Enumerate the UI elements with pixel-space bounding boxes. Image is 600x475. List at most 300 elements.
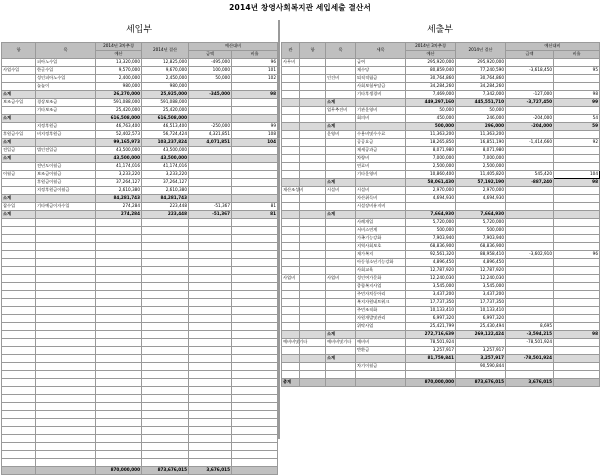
table-cell[interactable]: 수용비및수수료 [356, 131, 406, 139]
table-cell[interactable] [189, 187, 232, 195]
table-cell[interactable]: 전년도이월금 [36, 163, 96, 171]
table-cell[interactable] [36, 403, 96, 411]
table-cell[interactable] [96, 339, 142, 347]
table-cell[interactable]: 295,920,000 [456, 59, 506, 67]
table-cell[interactable] [232, 451, 278, 459]
table-cell[interactable] [2, 123, 36, 131]
table-cell[interactable]: 3,545,000 [456, 283, 506, 291]
table-cell[interactable] [2, 259, 36, 267]
table-cell[interactable] [554, 219, 600, 227]
table-cell[interactable] [2, 75, 36, 83]
table-cell[interactable]: 34,284,260 [456, 83, 506, 91]
table-cell[interactable] [36, 363, 96, 371]
table-cell[interactable] [282, 315, 300, 323]
table-cell[interactable]: 인건비 [326, 75, 356, 83]
table-cell[interactable] [2, 251, 36, 259]
table-cell[interactable] [326, 155, 356, 163]
table-cell[interactable]: 50,000 [189, 75, 232, 83]
table-cell[interactable]: 이월금 [2, 171, 36, 179]
table-cell[interactable]: 사례개입 [356, 219, 406, 227]
table-cell[interactable] [282, 291, 300, 299]
table-cell[interactable] [96, 379, 142, 387]
table-cell[interactable]: 272,716,639 [406, 331, 456, 339]
table-cell[interactable] [232, 307, 278, 315]
table-cell[interactable] [232, 259, 278, 267]
table-cell[interactable]: 9,570,000 [96, 67, 142, 75]
table-cell[interactable] [282, 227, 300, 235]
table-cell[interactable] [96, 259, 142, 267]
table-cell[interactable]: 4,694,930 [456, 195, 506, 203]
table-cell[interactable]: 보조금수입 [2, 99, 36, 107]
table-cell[interactable]: 43,500,000 [142, 155, 189, 163]
table-cell[interactable] [189, 387, 232, 395]
table-cell[interactable]: 17,737,350 [406, 299, 456, 307]
table-cell[interactable] [2, 443, 36, 451]
table-cell[interactable] [2, 371, 36, 379]
table-cell[interactable] [142, 427, 189, 435]
table-cell[interactable]: 4,071,851 [189, 139, 232, 147]
table-cell[interactable]: 소계 [2, 91, 36, 99]
table-cell[interactable] [189, 283, 232, 291]
table-cell[interactable]: 500,000 [456, 227, 506, 235]
table-cell[interactable]: 7,342,000 [456, 91, 506, 99]
table-cell[interactable]: 3,545,000 [406, 283, 456, 291]
table-cell[interactable] [554, 259, 600, 267]
table-cell[interactable] [554, 371, 600, 379]
table-cell[interactable]: 7,664,930 [456, 211, 506, 219]
table-cell[interactable]: 사업비 [282, 275, 300, 283]
table-cell[interactable] [189, 307, 232, 315]
table-cell[interactable] [189, 459, 232, 467]
table-cell[interactable]: 92,561,320 [406, 251, 456, 259]
table-cell[interactable] [554, 315, 600, 323]
table-cell[interactable] [232, 339, 278, 347]
table-cell[interactable] [189, 179, 232, 187]
table-cell[interactable] [96, 227, 142, 235]
table-cell[interactable]: 81,759,841 [406, 355, 456, 363]
table-cell[interactable] [300, 227, 326, 235]
table-cell[interactable]: 퇴직적립금 [356, 75, 406, 83]
table-cell[interactable]: 269,122,424 [456, 331, 506, 339]
table-cell[interactable] [142, 307, 189, 315]
table-cell[interactable] [36, 395, 96, 403]
table-cell[interactable] [326, 323, 356, 331]
table-cell[interactable] [36, 155, 96, 163]
table-cell[interactable]: 296,000 [456, 123, 506, 131]
table-cell[interactable]: 차량비 [356, 155, 406, 163]
table-cell[interactable] [326, 315, 356, 323]
table-cell[interactable]: 873,676,015 [456, 379, 506, 387]
table-cell[interactable]: 기타예금이자수입 [36, 203, 96, 211]
table-cell[interactable] [356, 371, 406, 379]
table-cell[interactable] [36, 307, 96, 315]
table-cell[interactable] [300, 83, 326, 91]
table-cell[interactable] [232, 283, 278, 291]
table-cell[interactable] [232, 147, 278, 155]
table-cell[interactable]: 11,363,200 [456, 131, 506, 139]
table-cell[interactable] [36, 243, 96, 251]
table-cell[interactable]: 차기이월금 [356, 363, 406, 371]
table-cell[interactable] [232, 275, 278, 283]
table-cell[interactable] [2, 387, 36, 395]
table-cell[interactable]: 예비비및기타 [282, 339, 300, 347]
table-cell[interactable] [282, 307, 300, 315]
table-cell[interactable] [232, 195, 278, 203]
table-cell[interactable] [506, 155, 554, 163]
table-cell[interactable] [282, 67, 300, 75]
table-cell[interactable] [326, 163, 356, 171]
table-cell[interactable]: 시설장비유지비 [356, 203, 406, 211]
table-cell[interactable]: 54 [554, 115, 600, 123]
table-cell[interactable]: 12,825,000 [142, 59, 189, 67]
table-cell[interactable]: 놀늘이 [36, 83, 96, 91]
table-cell[interactable]: -204,000 [506, 115, 554, 123]
table-cell[interactable] [189, 291, 232, 299]
table-cell[interactable]: 10,133,410 [406, 307, 456, 315]
table-cell[interactable] [300, 315, 326, 323]
table-cell[interactable] [142, 323, 189, 331]
table-cell[interactable] [189, 155, 232, 163]
table-cell[interactable]: 25,925,000 [142, 91, 189, 99]
table-cell[interactable]: 500,000 [406, 123, 456, 131]
table-cell[interactable] [506, 187, 554, 195]
table-cell[interactable] [232, 227, 278, 235]
table-cell[interactable] [142, 379, 189, 387]
table-cell[interactable]: 3,233,220 [142, 171, 189, 179]
table-cell[interactable]: 2,500,000 [406, 163, 456, 171]
table-cell[interactable]: 873,676,015 [142, 467, 189, 475]
table-cell[interactable]: 사업수입 [2, 67, 36, 75]
table-cell[interactable] [142, 451, 189, 459]
table-cell[interactable] [36, 379, 96, 387]
table-cell[interactable]: 445,551,710 [456, 99, 506, 107]
table-cell[interactable] [232, 323, 278, 331]
table-cell[interactable] [2, 331, 36, 339]
table-cell[interactable] [2, 435, 36, 443]
table-cell[interactable] [282, 331, 300, 339]
table-cell[interactable] [300, 211, 326, 219]
table-cell[interactable] [300, 259, 326, 267]
table-cell[interactable]: 449,297,160 [406, 99, 456, 107]
table-cell[interactable]: 104 [554, 171, 600, 179]
table-cell[interactable]: 99 [232, 123, 278, 131]
table-cell[interactable] [506, 59, 554, 67]
table-cell[interactable]: 6,997,320 [406, 315, 456, 323]
table-cell[interactable] [406, 363, 456, 371]
table-cell[interactable]: 7,664,930 [406, 211, 456, 219]
table-cell[interactable] [189, 339, 232, 347]
table-cell[interactable] [96, 419, 142, 427]
table-cell[interactable] [300, 163, 326, 171]
table-cell[interactable] [232, 251, 278, 259]
table-cell[interactable]: 피아노수입 [36, 59, 96, 67]
table-cell[interactable] [554, 211, 600, 219]
table-cell[interactable] [506, 299, 554, 307]
table-cell[interactable] [36, 267, 96, 275]
table-cell[interactable] [36, 323, 96, 331]
table-cell[interactable]: 8,071,980 [456, 147, 506, 155]
table-cell[interactable] [300, 363, 326, 371]
table-cell[interactable] [300, 235, 326, 243]
table-cell[interactable] [300, 115, 326, 123]
table-cell[interactable] [2, 219, 36, 227]
table-cell[interactable]: 90,590,844 [456, 363, 506, 371]
table-cell[interactable] [189, 435, 232, 443]
table-cell[interactable]: 7,903,940 [406, 235, 456, 243]
table-cell[interactable] [2, 107, 36, 115]
table-cell[interactable] [142, 395, 189, 403]
table-cell[interactable] [326, 299, 356, 307]
table-cell[interactable] [36, 459, 96, 467]
table-cell[interactable] [554, 355, 600, 363]
table-cell[interactable] [282, 371, 300, 379]
table-cell[interactable]: 4,896,450 [456, 259, 506, 267]
table-cell[interactable]: 56,724,424 [142, 131, 189, 139]
table-cell[interactable]: 지정후원금이월금 [36, 187, 96, 195]
table-cell[interactable] [554, 299, 600, 307]
table-cell[interactable] [300, 299, 326, 307]
table-cell[interactable] [232, 355, 278, 363]
table-cell[interactable] [232, 379, 278, 387]
table-cell[interactable] [36, 339, 96, 347]
table-cell[interactable] [142, 459, 189, 467]
table-cell[interactable] [300, 275, 326, 283]
table-cell[interactable] [36, 427, 96, 435]
table-cell[interactable] [232, 435, 278, 443]
table-cell[interactable] [506, 243, 554, 251]
table-cell[interactable]: 회의비 [356, 115, 406, 123]
table-cell[interactable] [96, 323, 142, 331]
table-cell[interactable] [506, 107, 554, 115]
table-cell[interactable]: 기타보조금 [36, 107, 96, 115]
table-cell[interactable] [326, 219, 356, 227]
table-cell[interactable] [142, 347, 189, 355]
table-cell[interactable]: -495,000 [189, 59, 232, 67]
table-cell[interactable] [300, 331, 326, 339]
table-cell[interactable] [189, 147, 232, 155]
table-cell[interactable] [554, 107, 600, 115]
table-cell[interactable] [326, 267, 356, 275]
table-cell[interactable] [232, 107, 278, 115]
table-cell[interactable] [506, 163, 554, 171]
table-cell[interactable] [554, 147, 600, 155]
table-cell[interactable] [554, 267, 600, 275]
table-cell[interactable]: 2,400,000 [96, 75, 142, 83]
table-cell[interactable] [406, 203, 456, 211]
table-cell[interactable] [142, 283, 189, 291]
table-cell[interactable] [282, 251, 300, 259]
table-cell[interactable] [282, 123, 300, 131]
table-cell[interactable]: 108 [232, 131, 278, 139]
table-cell[interactable] [232, 403, 278, 411]
table-cell[interactable] [96, 291, 142, 299]
table-cell[interactable] [554, 83, 600, 91]
table-cell[interactable]: 소계 [2, 211, 36, 219]
table-cell[interactable]: 980,000 [96, 83, 142, 91]
table-cell[interactable] [554, 283, 600, 291]
table-cell[interactable]: 41,174,016 [96, 163, 142, 171]
table-cell[interactable]: -3,594,215 [506, 331, 554, 339]
table-cell[interactable] [300, 139, 326, 147]
table-cell[interactable] [142, 267, 189, 275]
table-cell[interactable] [142, 435, 189, 443]
table-cell[interactable] [300, 123, 326, 131]
table-cell[interactable] [189, 323, 232, 331]
table-cell[interactable] [554, 243, 600, 251]
table-cell[interactable] [300, 171, 326, 179]
table-cell[interactable] [506, 347, 554, 355]
table-cell[interactable] [554, 195, 600, 203]
table-cell[interactable] [189, 299, 232, 307]
table-cell[interactable]: -345,000 [189, 91, 232, 99]
table-cell[interactable] [96, 315, 142, 323]
table-cell[interactable] [506, 235, 554, 243]
table-cell[interactable] [189, 99, 232, 107]
table-cell[interactable] [96, 283, 142, 291]
table-cell[interactable]: 법인전입금 [36, 147, 96, 155]
table-cell[interactable]: 7,000,000 [456, 155, 506, 163]
table-cell[interactable]: 591,088,000 [96, 99, 142, 107]
table-cell[interactable]: 3,676,015 [189, 467, 232, 475]
table-cell[interactable]: 616,508,000 [142, 115, 189, 123]
table-cell[interactable] [326, 139, 356, 147]
table-cell[interactable]: 7,903,940 [456, 235, 506, 243]
table-cell[interactable]: 37,264,127 [142, 179, 189, 187]
table-cell[interactable] [554, 235, 600, 243]
table-cell[interactable]: -78,501,924 [506, 339, 554, 347]
table-cell[interactable]: 30,764,860 [406, 75, 456, 83]
table-cell[interactable]: 아동청소년기능강화 [356, 259, 406, 267]
table-cell[interactable] [36, 371, 96, 379]
table-cell[interactable] [456, 371, 506, 379]
table-cell[interactable]: 3,676,015 [506, 379, 554, 387]
table-cell[interactable] [506, 363, 554, 371]
table-cell[interactable] [2, 339, 36, 347]
table-cell[interactable] [96, 235, 142, 243]
table-cell[interactable] [506, 195, 554, 203]
table-cell[interactable] [326, 259, 356, 267]
table-cell[interactable] [142, 339, 189, 347]
table-cell[interactable] [189, 315, 232, 323]
table-cell[interactable]: 공공요금 [356, 139, 406, 147]
table-cell[interactable]: 84,281,743 [142, 195, 189, 203]
table-cell[interactable]: -51,367 [189, 203, 232, 211]
table-cell[interactable] [142, 243, 189, 251]
table-cell[interactable] [554, 291, 600, 299]
table-cell[interactable]: 591,088,000 [142, 99, 189, 107]
table-cell[interactable] [506, 75, 554, 83]
table-cell[interactable]: 8,695 [506, 323, 554, 331]
table-cell[interactable]: 9,670,000 [142, 67, 189, 75]
table-cell[interactable]: 99,165,973 [96, 139, 142, 147]
table-cell[interactable] [142, 291, 189, 299]
table-cell[interactable] [96, 395, 142, 403]
table-cell[interactable] [189, 195, 232, 203]
table-cell[interactable] [189, 107, 232, 115]
table-cell[interactable]: 11,363,200 [406, 131, 456, 139]
table-cell[interactable] [2, 467, 36, 475]
table-cell[interactable]: 총계 [282, 379, 300, 387]
table-cell[interactable] [96, 411, 142, 419]
table-cell[interactable] [326, 171, 356, 179]
table-cell[interactable] [326, 371, 356, 379]
table-cell[interactable]: 2,610,380 [96, 187, 142, 195]
table-cell[interactable] [189, 243, 232, 251]
table-cell[interactable] [554, 275, 600, 283]
table-cell[interactable] [232, 467, 278, 475]
table-cell[interactable] [2, 299, 36, 307]
table-cell[interactable] [282, 131, 300, 139]
table-cell[interactable]: 77,240,590 [456, 67, 506, 75]
table-cell[interactable]: 2,450,000 [142, 75, 189, 83]
table-cell[interactable] [36, 387, 96, 395]
table-cell[interactable] [506, 291, 554, 299]
table-cell[interactable]: -3,618,450 [506, 67, 554, 75]
table-cell[interactable] [142, 411, 189, 419]
table-cell[interactable]: 기타운영비 [356, 171, 406, 179]
table-cell[interactable]: 11,405,820 [456, 171, 506, 179]
table-cell[interactable] [326, 115, 356, 123]
table-cell[interactable] [142, 371, 189, 379]
table-cell[interactable]: 성인여가문화 [356, 275, 406, 283]
table-cell[interactable] [142, 235, 189, 243]
table-cell[interactable]: 위탁사업 [356, 323, 406, 331]
table-cell[interactable] [189, 355, 232, 363]
table-cell[interactable] [36, 259, 96, 267]
table-cell[interactable] [282, 179, 300, 187]
table-cell[interactable]: 41,174,016 [142, 163, 189, 171]
table-cell[interactable] [300, 195, 326, 203]
table-cell[interactable] [326, 227, 356, 235]
table-cell[interactable]: 예비비및기타 [326, 339, 356, 347]
table-cell[interactable]: 18,265,850 [406, 139, 456, 147]
table-cell[interactable] [189, 347, 232, 355]
table-cell[interactable] [232, 331, 278, 339]
table-cell[interactable] [189, 275, 232, 283]
table-cell[interactable] [554, 59, 600, 67]
table-cell[interactable] [554, 323, 600, 331]
table-cell[interactable] [142, 387, 189, 395]
table-cell[interactable]: -887,240 [506, 179, 554, 187]
table-cell[interactable] [282, 171, 300, 179]
table-cell[interactable]: 전입금 [2, 147, 36, 155]
table-cell[interactable] [189, 171, 232, 179]
table-cell[interactable]: -250,000 [189, 123, 232, 131]
table-cell[interactable] [232, 83, 278, 91]
table-cell[interactable] [282, 147, 300, 155]
table-cell[interactable] [189, 427, 232, 435]
table-cell[interactable] [554, 75, 600, 83]
table-cell[interactable] [232, 395, 278, 403]
table-cell[interactable]: 제수당 [356, 67, 406, 75]
table-cell[interactable]: 7,000,000 [406, 155, 456, 163]
table-cell[interactable]: 96 [554, 251, 600, 259]
table-cell[interactable] [300, 283, 326, 291]
table-cell[interactable]: 12,787,920 [406, 267, 456, 275]
table-cell[interactable] [282, 283, 300, 291]
table-cell[interactable] [96, 219, 142, 227]
table-cell[interactable] [232, 443, 278, 451]
table-cell[interactable] [142, 251, 189, 259]
table-cell[interactable]: 99 [554, 99, 600, 107]
table-cell[interactable] [36, 91, 96, 99]
table-cell[interactable] [326, 243, 356, 251]
table-cell[interactable] [36, 299, 96, 307]
table-cell[interactable] [506, 227, 554, 235]
table-cell[interactable] [300, 99, 326, 107]
table-cell[interactable] [96, 443, 142, 451]
table-cell[interactable]: 소계 [326, 211, 356, 219]
